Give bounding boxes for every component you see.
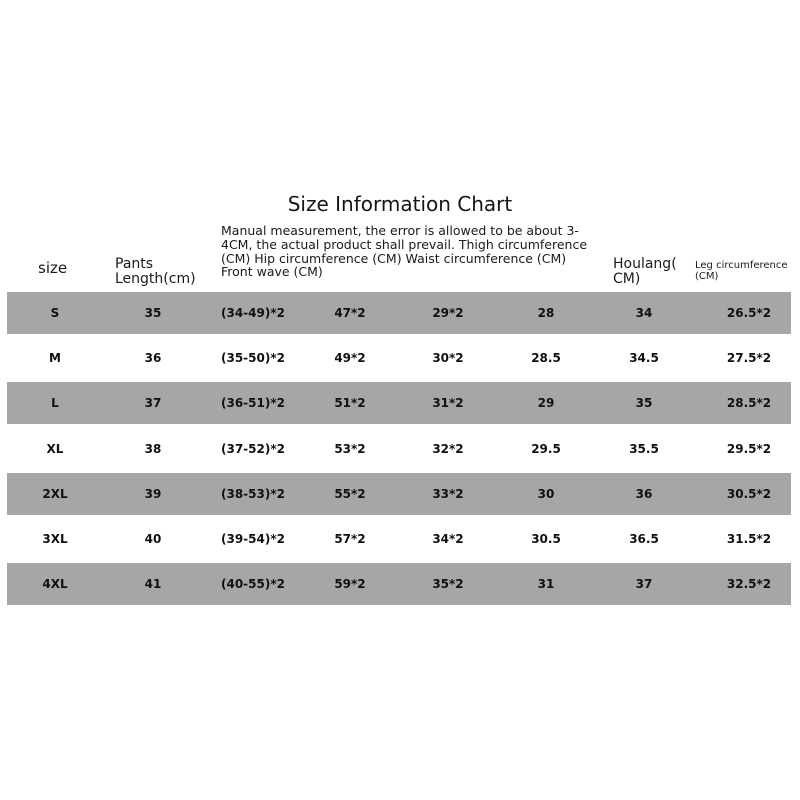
cell-size: M bbox=[49, 351, 61, 366]
cell-leg: 31.5*2 bbox=[726, 531, 772, 546]
cell-leg: 28.5*2 bbox=[726, 396, 772, 411]
cell-front-wave: 28.5 bbox=[531, 351, 561, 366]
cell-leg: 27.5*2 bbox=[726, 351, 772, 366]
cell-pants-length: 39 bbox=[144, 486, 162, 501]
cell-thigh: (40-55)*2 bbox=[221, 577, 285, 592]
table-row bbox=[7, 518, 791, 560]
cell-houlang: 36 bbox=[635, 486, 653, 501]
cell-thigh: (35-50)*2 bbox=[221, 351, 285, 366]
cell-pants-length: 37 bbox=[144, 396, 162, 411]
cell-leg: 32.5*2 bbox=[726, 577, 772, 592]
header-size: size bbox=[38, 259, 68, 277]
cell-pants-length: 38 bbox=[144, 441, 162, 456]
header-houlang: Houlang( CM) bbox=[613, 256, 677, 288]
cell-hip: 49*2 bbox=[334, 351, 366, 366]
cell-size: 4XL bbox=[42, 577, 68, 592]
header-pants-length: Pants Length(cm) bbox=[115, 256, 196, 288]
cell-front-wave: 31 bbox=[537, 577, 555, 592]
cell-hip: 47*2 bbox=[334, 306, 366, 320]
table-row bbox=[7, 563, 791, 605]
cell-houlang: 37 bbox=[635, 577, 653, 592]
cell-thigh: (34-49)*2 bbox=[221, 306, 285, 320]
cell-size: 3XL bbox=[42, 531, 68, 546]
table-row bbox=[7, 428, 791, 470]
cell-front-wave: 29.5 bbox=[531, 441, 561, 456]
cell-thigh: (39-54)*2 bbox=[221, 531, 285, 546]
cell-pants-length: 35 bbox=[144, 306, 162, 320]
cell-hip: 59*2 bbox=[334, 577, 366, 592]
cell-pants-length: 40 bbox=[144, 531, 162, 546]
cell-waist: 32*2 bbox=[432, 441, 464, 456]
table-row bbox=[7, 473, 791, 515]
cell-houlang: 36.5 bbox=[629, 531, 659, 546]
cell-waist: 35*2 bbox=[432, 577, 464, 592]
cell-waist: 33*2 bbox=[432, 486, 464, 501]
cell-waist: 29*2 bbox=[432, 306, 464, 320]
cell-waist: 30*2 bbox=[432, 351, 464, 366]
size-table bbox=[7, 292, 791, 608]
table-row bbox=[7, 382, 791, 424]
cell-hip: 57*2 bbox=[334, 531, 366, 546]
cell-front-wave: 28 bbox=[537, 306, 555, 320]
header-measurement-note: Manual measurement, the error is allowed to be about 3-4CM, the actual product shall prevail. Thigh circumference (CM) Hip circumference (CM) Waist circumference (CM) Front wave (CM) bbox=[221, 223, 588, 280]
cell-houlang: 34.5 bbox=[629, 351, 659, 366]
cell-leg: 29.5*2 bbox=[726, 441, 772, 456]
cell-size: 2XL bbox=[42, 486, 68, 501]
chart-title: Size Information Chart bbox=[287, 192, 513, 216]
cell-hip: 53*2 bbox=[334, 441, 366, 456]
cell-hip: 55*2 bbox=[334, 486, 366, 501]
cell-size: S bbox=[50, 306, 60, 320]
table-row bbox=[7, 337, 791, 379]
cell-houlang: 35 bbox=[635, 396, 653, 411]
cell-pants-length: 36 bbox=[144, 351, 162, 366]
cell-size: XL bbox=[46, 441, 64, 456]
cell-thigh: (37-52)*2 bbox=[221, 441, 285, 456]
cell-houlang: 35.5 bbox=[629, 441, 659, 456]
cell-leg: 26.5*2 bbox=[726, 306, 772, 320]
cell-front-wave: 30 bbox=[537, 486, 555, 501]
cell-front-wave: 30.5 bbox=[531, 531, 561, 546]
cell-hip: 51*2 bbox=[334, 396, 366, 411]
header-leg-circumference: Leg circumference (CM) bbox=[695, 260, 788, 282]
cell-size: L bbox=[51, 396, 59, 411]
cell-waist: 31*2 bbox=[432, 396, 464, 411]
cell-thigh: (36-51)*2 bbox=[221, 396, 285, 411]
cell-pants-length: 41 bbox=[144, 577, 162, 592]
cell-thigh: (38-53)*2 bbox=[221, 486, 285, 501]
cell-front-wave: 29 bbox=[537, 396, 555, 411]
table-row bbox=[7, 292, 791, 334]
cell-houlang: 34 bbox=[635, 306, 653, 320]
cell-waist: 34*2 bbox=[432, 531, 464, 546]
cell-leg: 30.5*2 bbox=[726, 486, 772, 501]
